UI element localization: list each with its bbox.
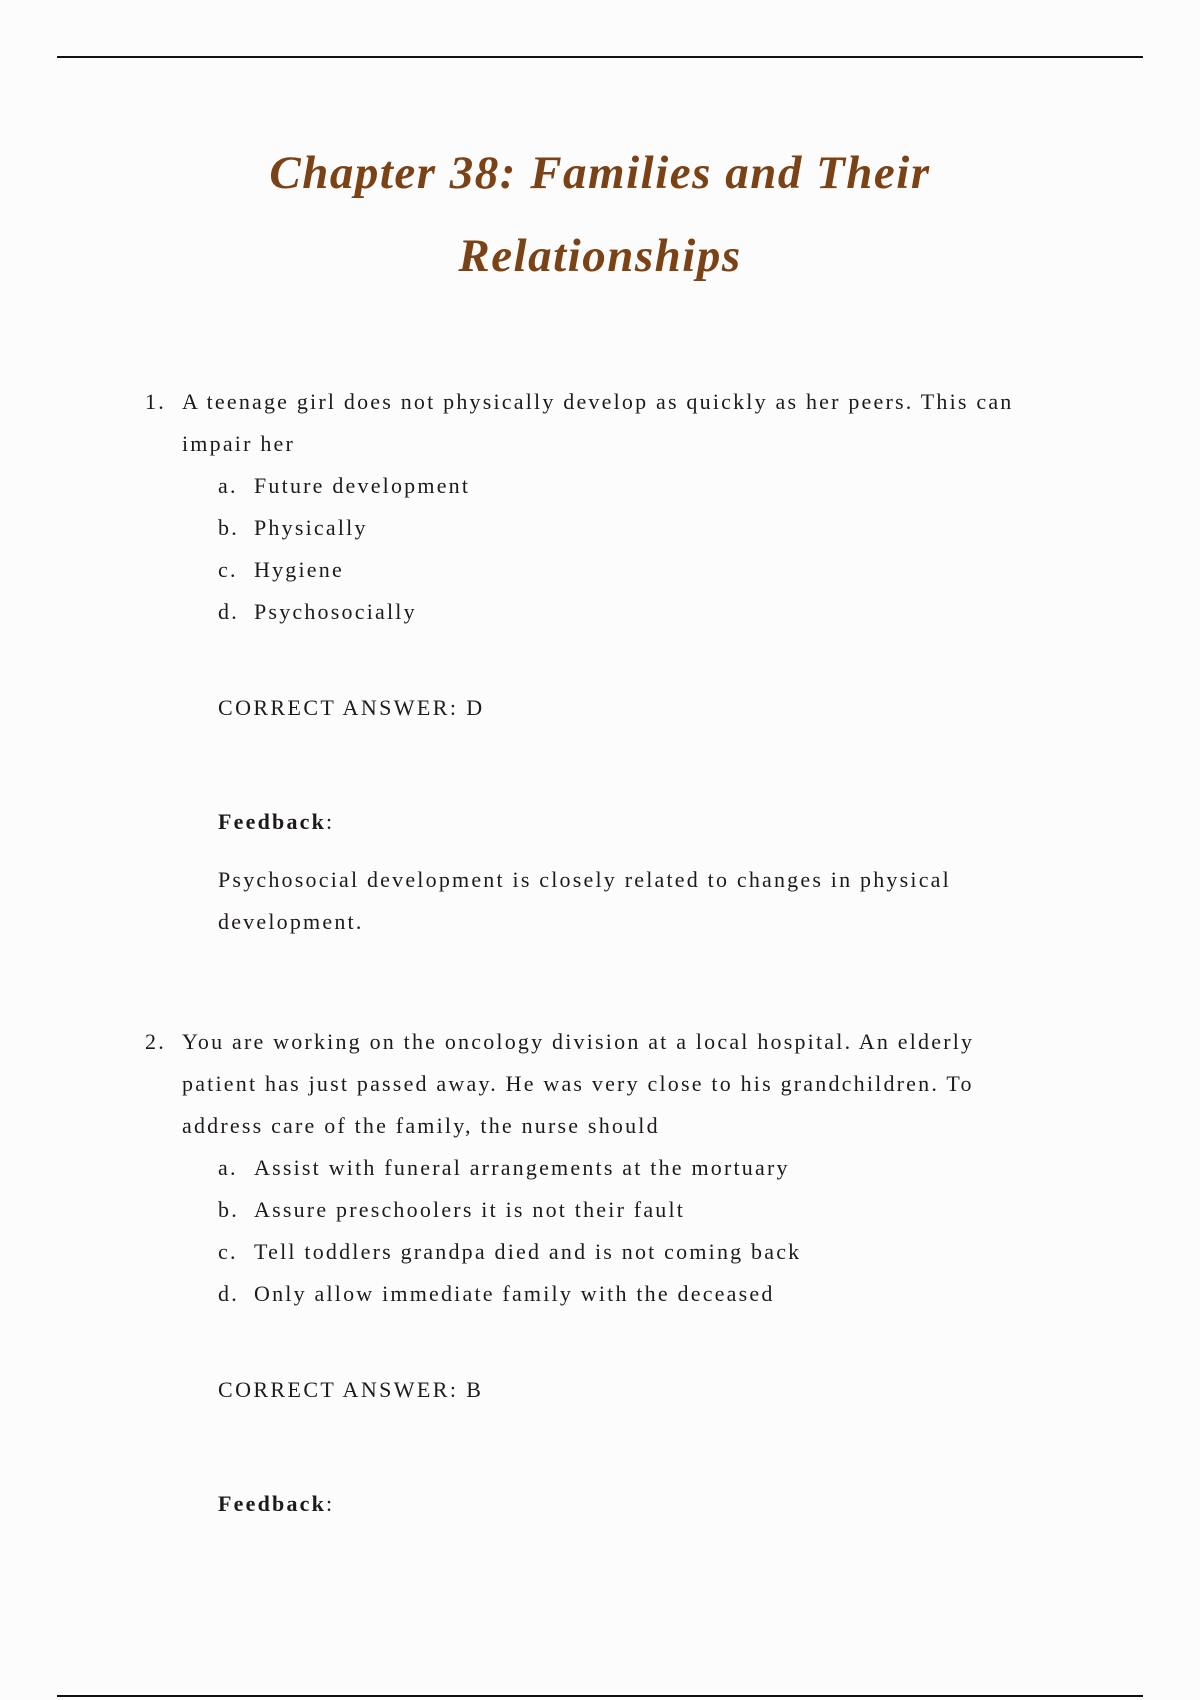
feedback-colon: : xyxy=(326,1491,335,1516)
option-letter: a. xyxy=(218,1155,238,1180)
option-letter: d. xyxy=(218,599,239,624)
answer-options xyxy=(0,1147,1200,1315)
option-text: Psychosocially xyxy=(254,599,417,624)
option-text: Tell toddlers grandpa died and is not coming back xyxy=(254,1239,802,1264)
question-stem xyxy=(145,1021,1042,1147)
bottom-rule xyxy=(57,1695,1143,1697)
question-text: A teenage girl does not physically develop as quickly as her peers. This can impair her xyxy=(182,389,1014,456)
question-number: 2. xyxy=(145,1029,166,1054)
option-c xyxy=(218,1231,1200,1273)
feedback-colon: : xyxy=(326,809,335,834)
option-letter: d. xyxy=(218,1281,239,1306)
chapter-title-line-1: Chapter 38: Families and Their xyxy=(269,147,931,199)
top-rule xyxy=(57,56,1143,58)
question-number: 1. xyxy=(145,389,166,414)
chapter-title-line-2: Relationships xyxy=(458,230,742,282)
answer-options xyxy=(0,465,1200,633)
option-b xyxy=(218,507,1200,549)
feedback-label: Feedback xyxy=(218,809,327,834)
option-d xyxy=(218,1273,1200,1315)
option-b xyxy=(218,1189,1200,1231)
option-text: Physically xyxy=(254,515,368,540)
option-letter: c. xyxy=(218,1239,238,1264)
option-d xyxy=(218,591,1200,633)
chapter-title xyxy=(0,132,1200,298)
question-stem xyxy=(145,381,1042,465)
option-text: Future development xyxy=(254,473,471,498)
option-letter: b. xyxy=(218,1197,239,1222)
correct-answer: CORRECT ANSWER: D xyxy=(218,695,485,720)
feedback-text: Psychosocial development is closely related to changes in physical development. xyxy=(218,867,951,934)
option-letter: b. xyxy=(218,515,239,540)
option-text: Hygiene xyxy=(254,557,344,582)
option-text: Assist with funeral arrangements at the mortuary xyxy=(254,1155,790,1180)
question-text: You are working on the oncology division at a local hospital. An elderly patient has just passed away. He was very close to his grandchildren. To address care of the family, the nurse should xyxy=(182,1029,975,1138)
question-2 xyxy=(0,1021,1200,1525)
option-letter: a. xyxy=(218,473,238,498)
correct-answer: CORRECT ANSWER: B xyxy=(218,1377,484,1402)
option-a xyxy=(218,1147,1200,1189)
question-1 xyxy=(0,381,1200,943)
feedback-label: Feedback xyxy=(218,1491,327,1516)
option-c xyxy=(218,549,1200,591)
option-a xyxy=(218,465,1200,507)
option-letter: c. xyxy=(218,557,238,582)
feedback-heading xyxy=(218,801,1200,843)
feedback-heading xyxy=(218,1483,1200,1525)
option-text: Only allow immediate family with the deceased xyxy=(254,1281,775,1306)
option-text: Assure preschoolers it is not their fault xyxy=(254,1197,686,1222)
